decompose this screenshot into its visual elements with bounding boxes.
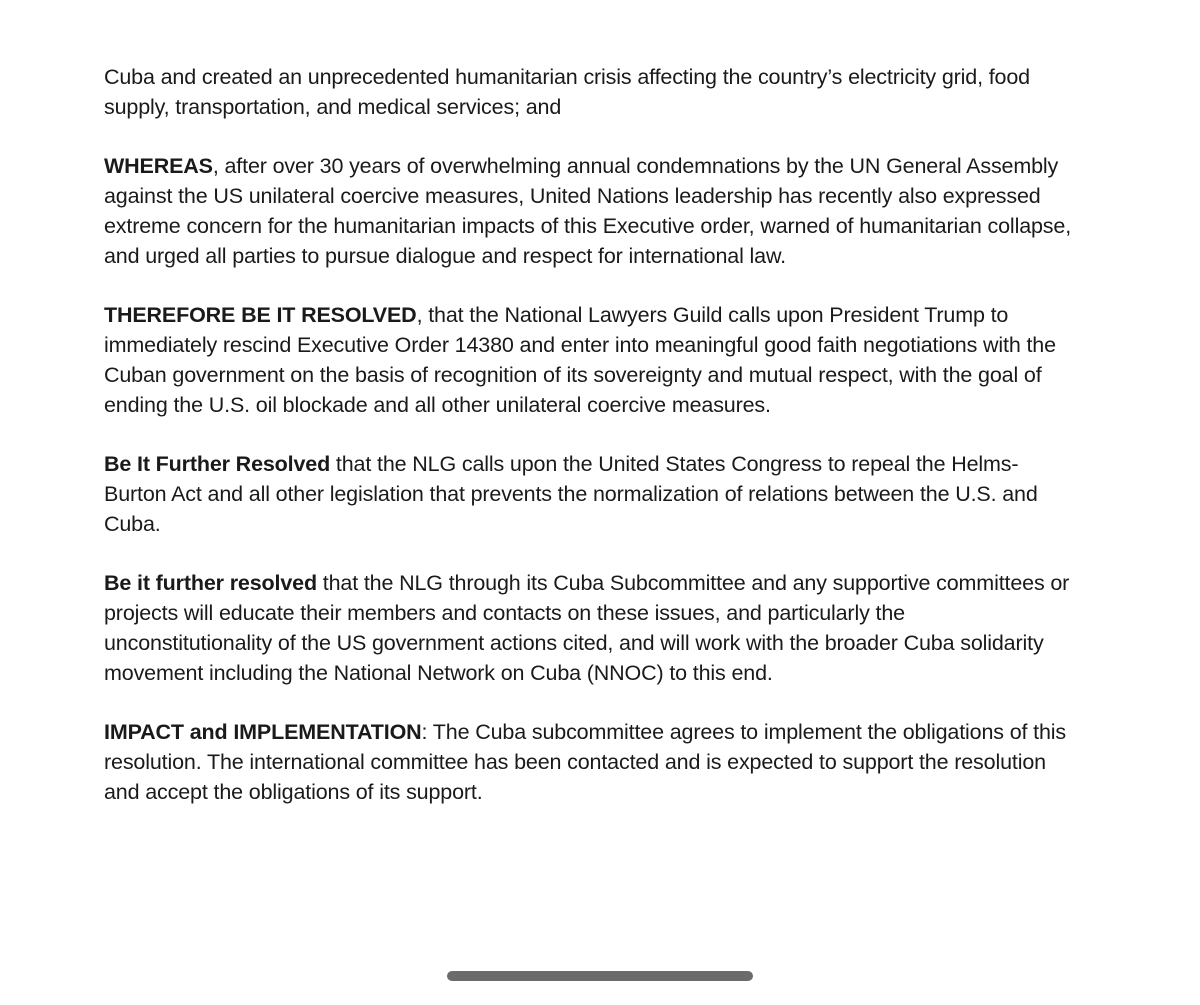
paragraph-impact-implementation <box>104 717 1074 807</box>
paragraph-text: that the NLG calls upon the United States Congress to repeal the Helms-Burton Act and all other legislation that prevents the normalization of relations between the U.S. and Cuba. <box>104 452 1038 536</box>
paragraph-whereas <box>104 151 1074 271</box>
paragraph-therefore-resolved <box>104 300 1074 420</box>
paragraph-text: , after over 30 years of overwhelming annual condemnations by the UN General Assembly against the US unilateral coercive measures, United Nations leadership has recently also expressed extreme concern for the humanitarian impacts of this Executive order, warned of humanitarian collapse, and urged all parties to pursue dialogue and respect for international law. <box>104 154 1072 268</box>
paragraph-text: , that the National Lawyers Guild calls upon President Trump to immediately rescind Executive Order 14380 and enter into meaningful good faith negotiations with the Cuban government on the basis of recognition of its sovereignty and mutual respect, with the goal of ending the U.S. oil blockade and all other unilateral coercive measures. <box>104 303 1056 417</box>
paragraph-further-resolved-education <box>104 568 1074 688</box>
paragraph-further-resolved-congress <box>104 449 1074 539</box>
paragraph-lead: Be It Further Resolved <box>104 452 331 476</box>
paragraph-lead: THEREFORE BE IT RESOLVED <box>104 303 417 327</box>
paragraph-lead: Be it further resolved <box>104 571 317 595</box>
paragraph-text: that the NLG through its Cuba Subcommittee and any supportive committees or projects will educate their members and contacts on these issues, and particularly the unconstitutionality of the US government actions cited, and will work with the broader Cuba solidarity movement including the National Network on Cuba (NNOC) to this end. <box>104 571 1070 685</box>
paragraph-continuation <box>104 62 1074 122</box>
document-page <box>104 62 1074 836</box>
paragraph-text: Cuba and created an unprecedented humanitarian crisis affecting the country’s electricity grid, food supply, transportation, and medical services; and <box>104 65 1030 119</box>
paragraph-lead: WHEREAS <box>104 154 213 178</box>
paragraph-text: : The Cuba subcommittee agrees to implement the obligations of this resolution. The international committee has been contacted and is expected to support the resolution and accept the obligations of its support. <box>104 720 1067 804</box>
paragraph-lead: IMPACT and IMPLEMENTATION <box>104 720 422 744</box>
home-indicator-bar[interactable] <box>447 971 753 981</box>
